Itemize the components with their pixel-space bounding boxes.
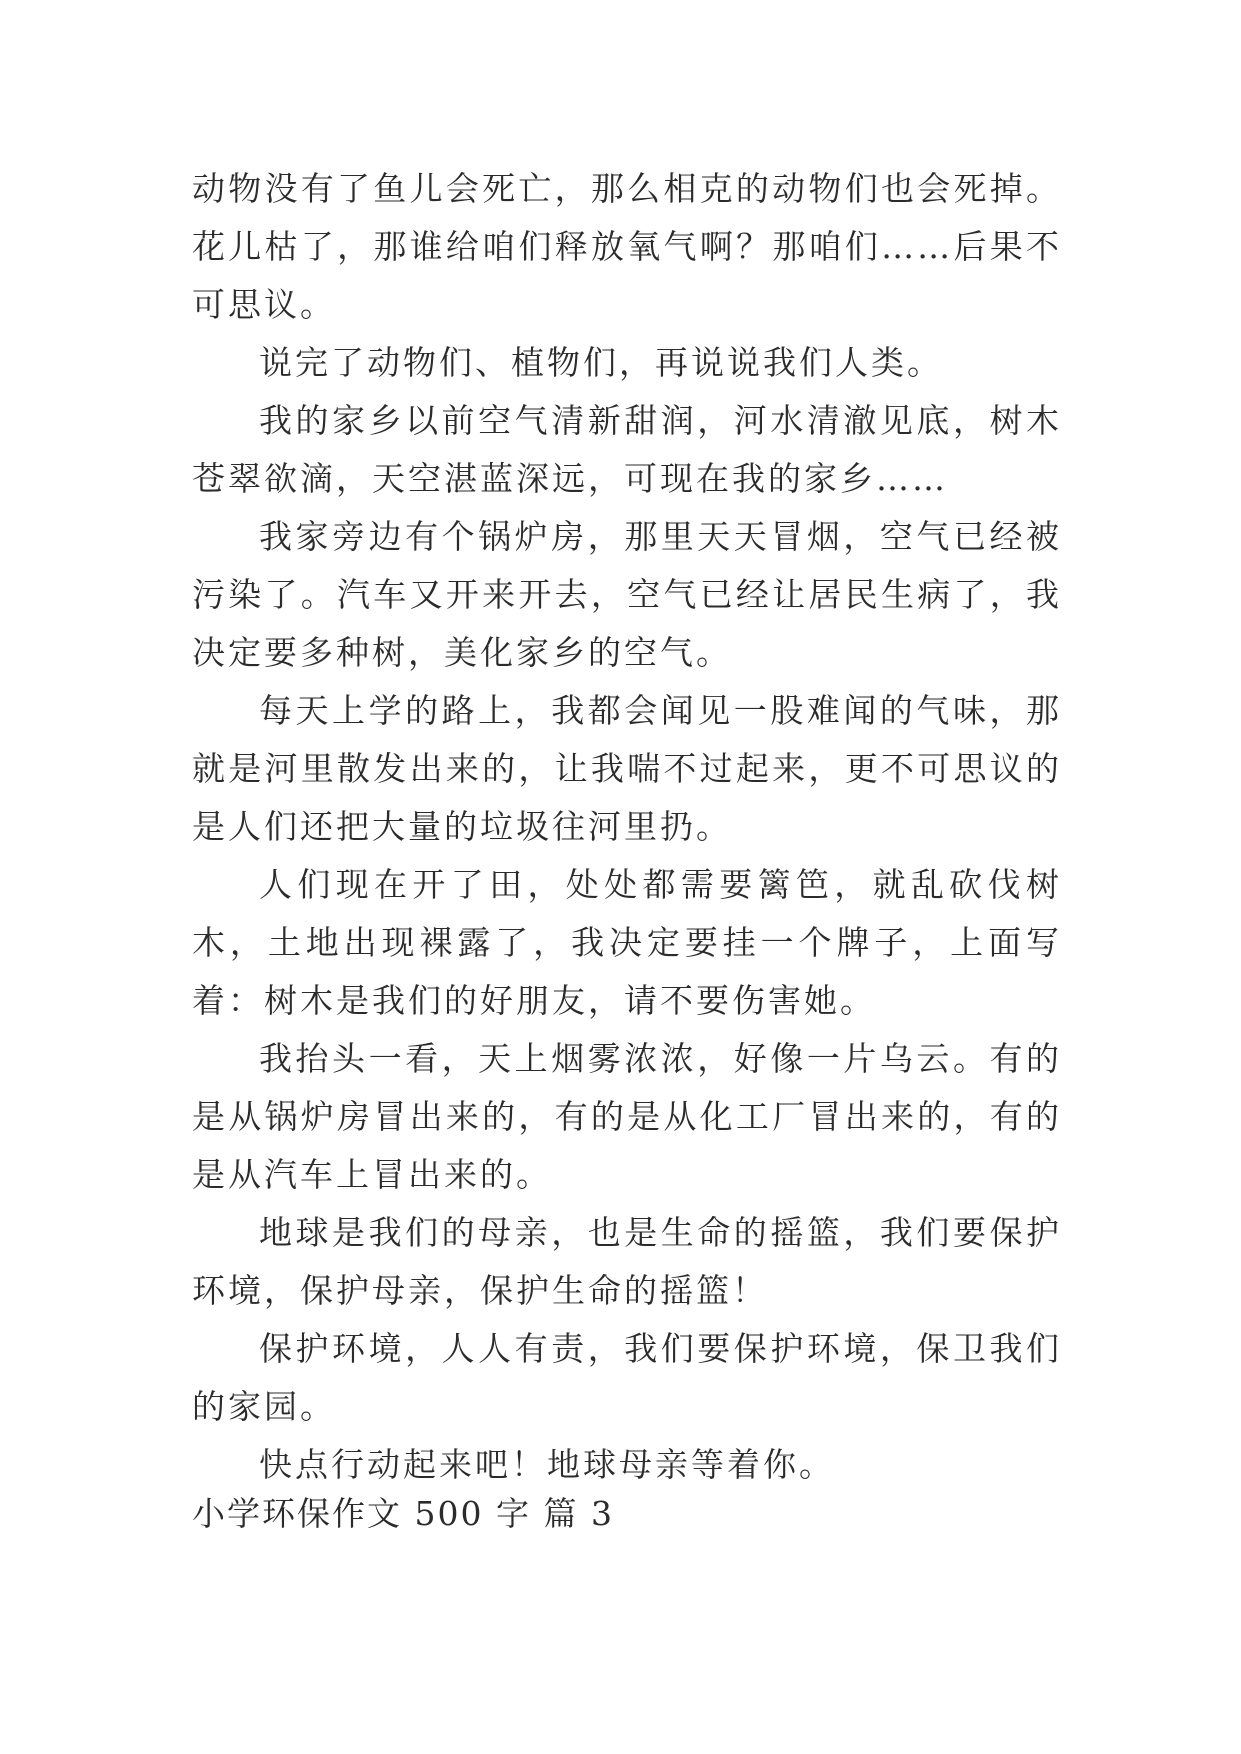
paragraph: 快点行动起来吧！地球母亲等着你。 [259, 1445, 835, 1484]
paragraph: 人们现在开了田，处处都需要篱笆，就乱砍伐树木，土地出现裸露了，我决定要挂一个牌子，上面写着：树木是我们的好朋友，请不要伤害她。 [192, 865, 1062, 1020]
paragraph: 我的家乡以前空气清新甜润，河水清澈见底，树木苍翠欲滴，天空湛蓝深远，可现在我的家乡…… [192, 401, 1062, 498]
section-heading: 小学环保作文 500 字 篇 3 [192, 1494, 614, 1533]
paragraph: 我家旁边有个锅炉房，那里天天冒烟，空气已经被污染了。汽车又开来开去，空气已经让居民生病了，我决定要多种树，美化家乡的空气。 [192, 517, 1062, 672]
paragraph: 每天上学的路上，我都会闻见一股难闻的气味，那就是河里散发出来的，让我喘不过起来，更不可思议的是人们还把大量的垃圾往河里扔。 [192, 691, 1062, 846]
paragraph: 说完了动物们、植物们，再说说我们人类。 [259, 343, 943, 382]
paragraph-continued: 动物没有了鱼儿会死亡，那么相克的动物们也会死掉。花儿枯了，那谁给咱们释放氧气啊？那咱们……后果不可思议。 [192, 169, 1062, 324]
essay-body [192, 160, 1062, 1494]
paragraph: 保护环境，人人有责，我们要保护环境，保卫我们的家园。 [192, 1329, 1062, 1426]
paragraph: 地球是我们的母亲，也是生命的摇篮，我们要保护环境，保护母亲，保护生命的摇篮！ [192, 1213, 1062, 1310]
paragraph: 我抬头一看，天上烟雾浓浓，好像一片乌云。有的是从锅炉房冒出来的，有的是从化工厂冒出来的，有的是从汽车上冒出来的。 [192, 1039, 1062, 1194]
